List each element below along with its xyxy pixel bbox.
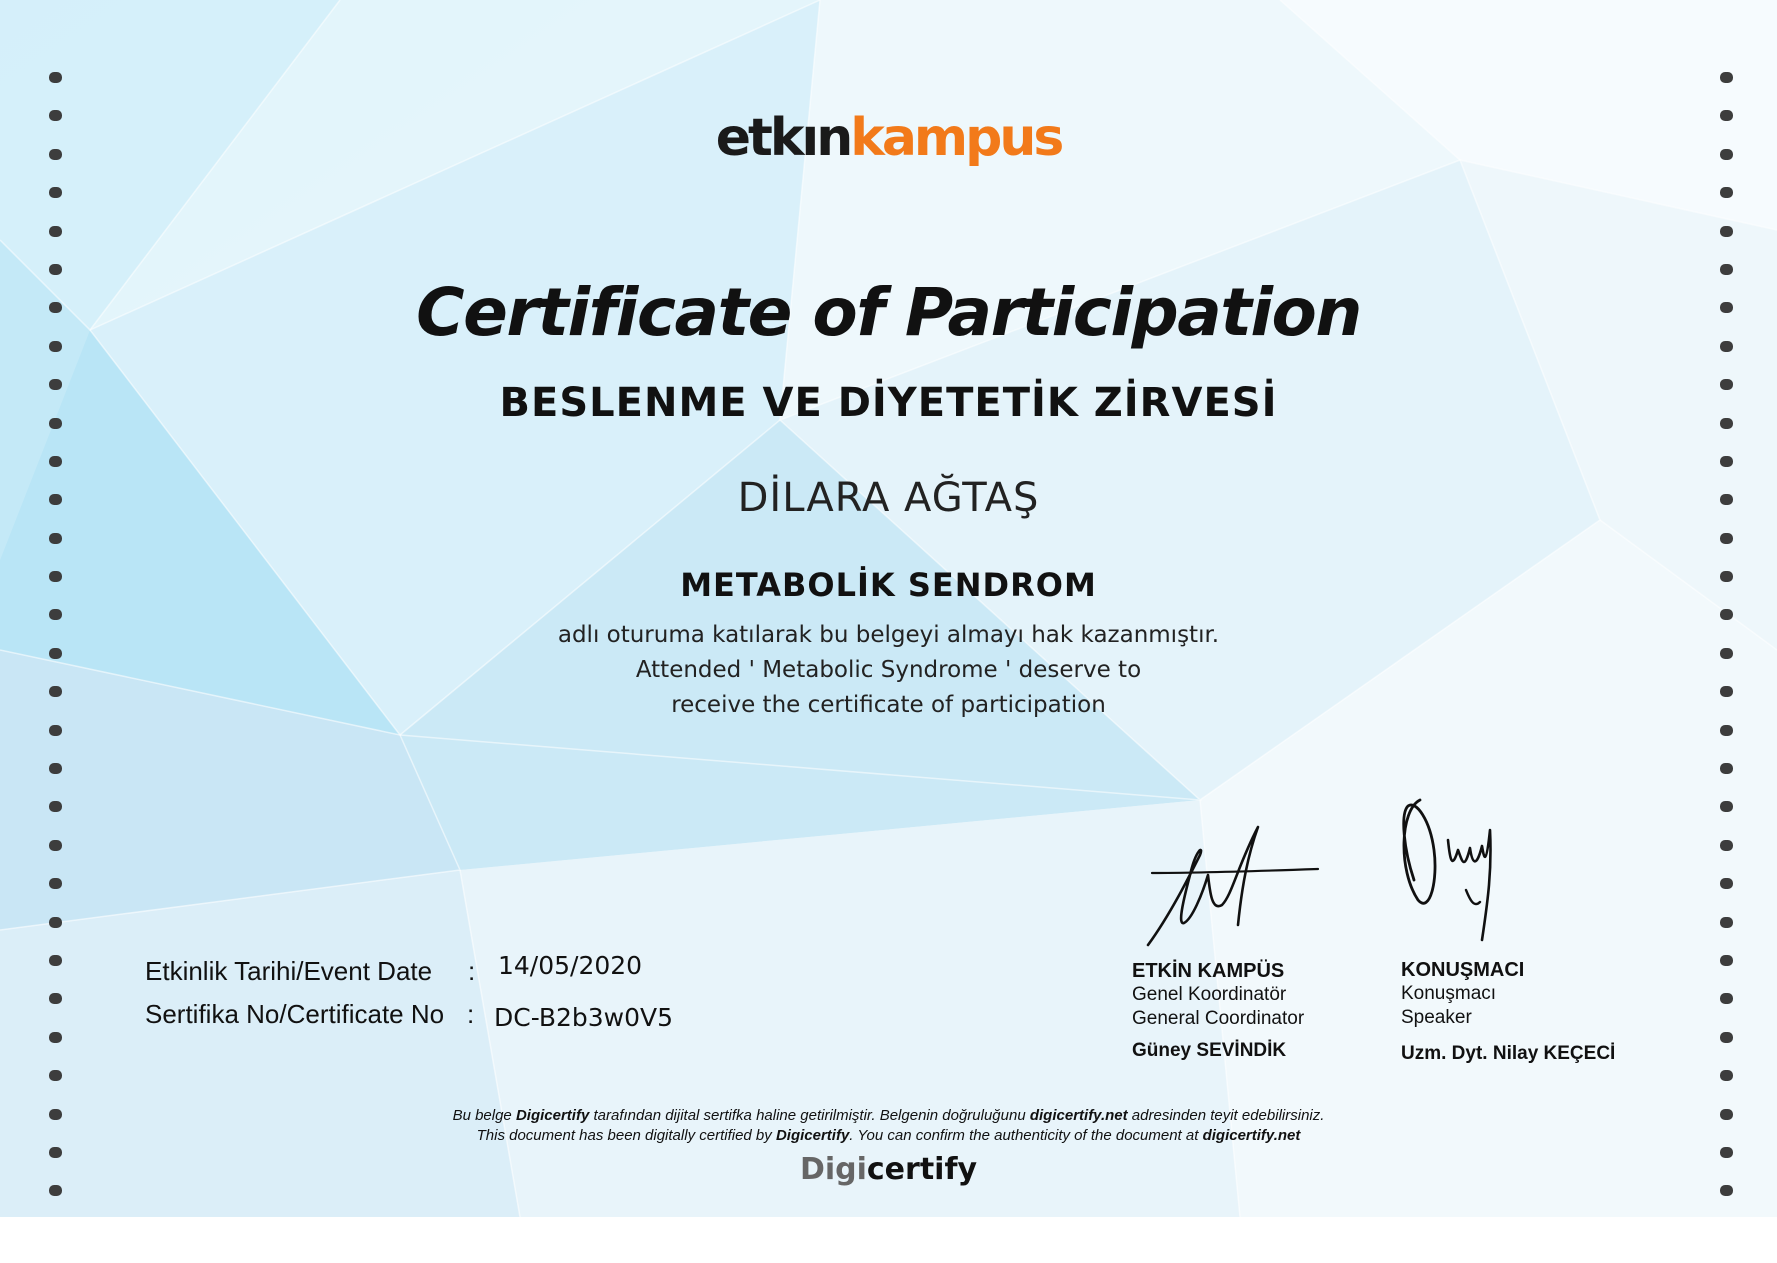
event-date-separator: : xyxy=(468,956,476,986)
signatory-name: Uzm. Dyt. Nilay KEÇECİ xyxy=(1401,1043,1616,1064)
logo-part-etkin: etkın xyxy=(715,108,851,168)
description-line: adlı oturuma katılarak bu belgeyi almayı hak kazanmıştır. xyxy=(557,622,1220,648)
description-line: Attended ' Metabolic Syndrome ' deserve to xyxy=(635,657,1142,683)
certificate-title: Certificate of Participation xyxy=(416,274,1361,351)
event-date-value: 14/05/2020 xyxy=(498,951,643,980)
event-date-label: Etkinlik Tarihi/Event Date xyxy=(145,956,433,986)
session-name: METABOLİK SENDROM xyxy=(680,566,1097,604)
digicertify-logo: Digicertify xyxy=(799,1152,978,1187)
logo-part-kampus: kampus xyxy=(850,108,1062,168)
signatory-name: Güney SEVİNDİK xyxy=(1132,1040,1287,1061)
certificate-no-label: Sertifika No/Certificate No xyxy=(145,999,445,1029)
signatory-role: ETKİN KAMPÜS xyxy=(1132,960,1285,982)
footer-note-tr: Bu belge Digicertify tarafından dijital sertifka haline getirilmiştir. Belgenin doğruluğunu digicertify.net adresinden teyit edebilirsiniz. xyxy=(452,1107,1325,1124)
signatory-title-en: General Coordinator xyxy=(1132,1008,1305,1029)
signature-speaker xyxy=(1390,790,1530,950)
etkinkampus-logo xyxy=(0,108,1777,168)
event-name: BESLENME VE DİYETETİK ZİRVESİ xyxy=(499,380,1278,426)
signatory-speaker xyxy=(1401,958,1615,1066)
signatory-title-tr: Genel Koordinatör xyxy=(1132,984,1287,1005)
description-line: receive the certificate of participation xyxy=(671,692,1106,718)
footer-note-en: This document has been digitally certified by Digicertify. You can confirm the authenticity of the document at digicertify.net xyxy=(476,1127,1301,1144)
certificate-no-separator: : xyxy=(467,999,475,1029)
signatory-coordinator xyxy=(1132,959,1304,1063)
footer-link-en[interactable]: digicertify.net xyxy=(1202,1127,1301,1144)
signature-coordinator xyxy=(1130,815,1330,950)
signatory-title-tr: Konuşmacı xyxy=(1401,983,1497,1004)
signatory-title-en: Speaker xyxy=(1401,1007,1472,1028)
recipient-name: DİLARA AĞTAŞ xyxy=(737,475,1040,521)
signatory-role: KONUŞMACI xyxy=(1401,959,1525,981)
certificate-no-value: DC-B2b3w0V5 xyxy=(494,1003,674,1032)
footer-link-tr[interactable]: digicertify.net xyxy=(1029,1107,1128,1124)
